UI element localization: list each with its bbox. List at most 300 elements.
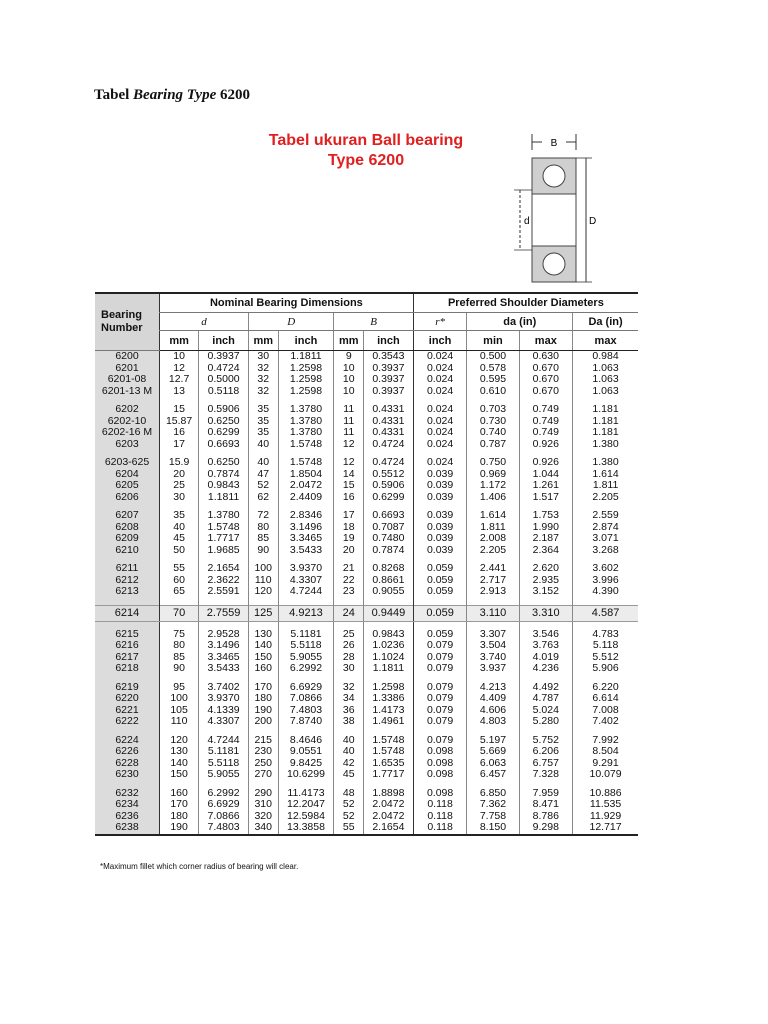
cell-r-inch: 0.059 — [413, 563, 467, 575]
cell-d-inch: 0.6299 — [199, 427, 249, 439]
table-row — [95, 351, 638, 363]
cell-B-mm: 20 — [334, 545, 364, 557]
cell-r-inch: 0.024 — [413, 457, 467, 469]
cell-B-mm: 52 — [334, 799, 364, 811]
table-row — [95, 586, 638, 598]
cell-B-mm: 42 — [334, 758, 364, 770]
table-row — [95, 374, 638, 386]
table-row — [95, 716, 638, 728]
cell-B-mm: 26 — [334, 640, 364, 652]
cell-D-inch: 2.8346 — [278, 510, 334, 522]
cell-d-inch: 1.5748 — [199, 522, 249, 534]
cell-D-inch: 3.9370 — [278, 563, 334, 575]
cell-B-mm: 45 — [334, 769, 364, 781]
cell-d-inch: 0.4724 — [199, 363, 249, 375]
cell-da-min: 5.669 — [467, 746, 519, 758]
heading-suffix: 6200 — [216, 87, 250, 103]
cell-D-mm: 270 — [248, 769, 278, 781]
cell-d-mm: 13 — [160, 386, 199, 398]
cell-da-min: 1.811 — [467, 522, 519, 534]
outer-ring-top — [532, 158, 576, 194]
cell-r-inch: 0.024 — [413, 351, 467, 363]
table-row — [95, 640, 638, 652]
cell-Da-max: 12.717 — [573, 822, 638, 835]
cell-d-mm: 70 — [160, 605, 199, 621]
cell-Da-max: 7.992 — [573, 735, 638, 747]
cell-D-mm: 190 — [248, 705, 278, 717]
cell-Da-max: 2.874 — [573, 522, 638, 534]
cell-d-mm: 15.9 — [160, 457, 199, 469]
cell-D-mm: 62 — [248, 492, 278, 504]
cell-d-inch: 7.4803 — [199, 822, 249, 835]
cell-Da-max: 1.063 — [573, 363, 638, 375]
cell-D-mm: 340 — [248, 822, 278, 835]
label-D: D — [589, 216, 597, 227]
cell-d-mm: 15 — [160, 404, 199, 416]
table-row — [95, 492, 638, 504]
table-row — [95, 386, 638, 398]
cell-D-mm: 80 — [248, 522, 278, 534]
cell-D-mm: 320 — [248, 811, 278, 823]
cell-D-inch: 10.6299 — [278, 769, 334, 781]
table-row — [95, 769, 638, 781]
cell-Da-max: 6.614 — [573, 693, 638, 705]
cell-B-inch: 0.3937 — [364, 374, 414, 386]
cell-B-mm: 15 — [334, 480, 364, 492]
cell-B-inch: 0.9449 — [364, 605, 414, 621]
label-B: B — [550, 138, 558, 149]
cell-d-inch: 0.7874 — [199, 469, 249, 481]
cell-B-mm: 10 — [334, 363, 364, 375]
unit-r-inch: inch — [413, 331, 467, 351]
cell-Da-max: 5.118 — [573, 640, 638, 652]
cell-d-inch: 2.5591 — [199, 586, 249, 598]
cell-d-mm: 40 — [160, 522, 199, 534]
cell-da-max: 0.749 — [519, 416, 573, 428]
cell-D-inch: 7.8740 — [278, 716, 334, 728]
cell-bearing-number: 6238 — [95, 822, 160, 835]
cell-da-min: 4.606 — [467, 705, 519, 717]
cell-da-max: 0.670 — [519, 363, 573, 375]
cell-da-max: 0.749 — [519, 427, 573, 439]
table-row — [95, 799, 638, 811]
cell-da-max: 1.990 — [519, 522, 573, 534]
cell-da-min: 4.803 — [467, 716, 519, 728]
cell-da-min: 3.110 — [467, 605, 519, 621]
table-row — [95, 404, 638, 416]
cell-B-inch: 0.7874 — [364, 545, 414, 557]
cell-bearing-number: 6203-625 — [95, 457, 160, 469]
cell-d-inch: 0.9843 — [199, 480, 249, 492]
cell-bearing-number: 6201-13 M — [95, 386, 160, 398]
cell-d-mm: 35 — [160, 510, 199, 522]
cell-bearing-number: 6216 — [95, 640, 160, 652]
cell-D-inch: 8.4646 — [278, 735, 334, 747]
cell-da-max: 5.280 — [519, 716, 573, 728]
cell-da-min: 2.717 — [467, 575, 519, 587]
cell-da-max: 1.517 — [519, 492, 573, 504]
cell-da-max: 0.630 — [519, 351, 573, 363]
cell-bearing-number: 6205 — [95, 480, 160, 492]
cell-da-max: 3.310 — [519, 605, 573, 621]
cell-d-inch: 5.5118 — [199, 758, 249, 770]
bearing-cross-section-diagram — [500, 128, 610, 288]
cell-d-mm: 25 — [160, 480, 199, 492]
cell-da-max: 9.298 — [519, 822, 573, 835]
cell-r-inch: 0.079 — [413, 716, 467, 728]
cell-Da-max: 2.205 — [573, 492, 638, 504]
cell-da-min: 3.504 — [467, 640, 519, 652]
cell-da-max: 2.620 — [519, 563, 573, 575]
cell-D-inch: 1.8504 — [278, 469, 334, 481]
cell-B-inch: 0.8661 — [364, 575, 414, 587]
cell-B-inch: 0.4331 — [364, 427, 414, 439]
table-row — [95, 510, 638, 522]
cell-bearing-number: 6200 — [95, 351, 160, 363]
cell-B-inch: 1.0236 — [364, 640, 414, 652]
cell-B-mm: 22 — [334, 575, 364, 587]
cell-bearing-number: 6218 — [95, 663, 160, 675]
cell-r-inch: 0.024 — [413, 404, 467, 416]
table-row — [95, 693, 638, 705]
cell-d-inch: 0.5000 — [199, 374, 249, 386]
cell-bearing-number: 6219 — [95, 682, 160, 694]
cell-d-mm: 20 — [160, 469, 199, 481]
cell-D-inch: 4.3307 — [278, 575, 334, 587]
cell-B-mm: 11 — [334, 427, 364, 439]
cell-B-inch: 0.3937 — [364, 363, 414, 375]
cell-D-mm: 310 — [248, 799, 278, 811]
cell-d-inch: 2.3622 — [199, 575, 249, 587]
table-footnote: *Maximum fillet which corner radius of bearing will clear. — [100, 862, 299, 871]
cell-D-mm: 30 — [248, 351, 278, 363]
cell-d-mm: 65 — [160, 586, 199, 598]
cell-B-inch: 1.4961 — [364, 716, 414, 728]
cell-B-mm: 40 — [334, 746, 364, 758]
table-row — [95, 746, 638, 758]
cell-D-mm: 100 — [248, 563, 278, 575]
cell-da-min: 7.758 — [467, 811, 519, 823]
cell-D-inch: 1.3780 — [278, 427, 334, 439]
cell-d-inch: 5.1181 — [199, 746, 249, 758]
cell-D-mm: 200 — [248, 716, 278, 728]
cell-Da-max: 4.390 — [573, 586, 638, 598]
cell-r-inch: 0.024 — [413, 374, 467, 386]
cell-r-inch: 0.039 — [413, 480, 467, 492]
subheader-B: B — [334, 313, 413, 331]
cell-D-mm: 215 — [248, 735, 278, 747]
cell-d-mm: 55 — [160, 563, 199, 575]
cell-Da-max: 3.268 — [573, 545, 638, 557]
cell-B-inch: 1.6535 — [364, 758, 414, 770]
cell-da-max: 5.024 — [519, 705, 573, 717]
cell-da-max: 0.926 — [519, 457, 573, 469]
cell-r-inch: 0.039 — [413, 533, 467, 545]
cell-d-inch: 3.7402 — [199, 682, 249, 694]
cell-Da-max: 1.181 — [573, 404, 638, 416]
cell-da-min: 0.750 — [467, 457, 519, 469]
cell-D-inch: 1.5748 — [278, 457, 334, 469]
cell-r-inch: 0.024 — [413, 363, 467, 375]
cell-bearing-number: 6228 — [95, 758, 160, 770]
group-spacer — [95, 598, 638, 606]
cell-d-inch: 2.7559 — [199, 605, 249, 621]
cell-da-min: 1.172 — [467, 480, 519, 492]
cell-B-mm: 52 — [334, 811, 364, 823]
cell-Da-max: 10.079 — [573, 769, 638, 781]
subheader-r: r* — [413, 313, 467, 331]
cell-da-min: 5.197 — [467, 735, 519, 747]
cell-B-inch: 1.2598 — [364, 682, 414, 694]
cell-bearing-number: 6224 — [95, 735, 160, 747]
cell-r-inch: 0.059 — [413, 586, 467, 598]
cell-da-max: 0.670 — [519, 374, 573, 386]
unit-da-max: max — [519, 331, 573, 351]
cell-Da-max: 6.220 — [573, 682, 638, 694]
table-body — [95, 351, 638, 835]
cell-bearing-number: 6201 — [95, 363, 160, 375]
dimension-d — [514, 190, 532, 250]
cell-Da-max: 8.504 — [573, 746, 638, 758]
cell-B-inch: 2.1654 — [364, 822, 414, 835]
cell-D-mm: 230 — [248, 746, 278, 758]
cell-D-inch: 1.2598 — [278, 374, 334, 386]
cell-B-inch: 1.8898 — [364, 788, 414, 800]
cell-D-mm: 35 — [248, 427, 278, 439]
cell-da-min: 4.409 — [467, 693, 519, 705]
cell-B-mm: 24 — [334, 605, 364, 621]
cell-da-max: 7.328 — [519, 769, 573, 781]
cell-r-inch: 0.079 — [413, 682, 467, 694]
cell-D-inch: 2.4409 — [278, 492, 334, 504]
cell-D-mm: 160 — [248, 663, 278, 675]
cell-Da-max: 5.906 — [573, 663, 638, 675]
table-row — [95, 439, 638, 451]
cell-B-inch: 0.3937 — [364, 386, 414, 398]
cell-D-inch: 7.4803 — [278, 705, 334, 717]
cell-da-min: 1.406 — [467, 492, 519, 504]
cell-d-inch: 4.3307 — [199, 716, 249, 728]
cell-Da-max: 1.380 — [573, 439, 638, 451]
cell-d-mm: 130 — [160, 746, 199, 758]
subheader-da: da (in) — [467, 313, 573, 331]
cell-d-inch: 7.0866 — [199, 811, 249, 823]
cell-D-mm: 120 — [248, 586, 278, 598]
cell-da-max: 1.753 — [519, 510, 573, 522]
cell-D-mm: 150 — [248, 652, 278, 664]
cell-d-mm: 75 — [160, 629, 199, 641]
cell-da-min: 0.578 — [467, 363, 519, 375]
cell-d-mm: 12.7 — [160, 374, 199, 386]
table-row — [95, 427, 638, 439]
bearing-dimensions-table — [95, 292, 638, 836]
cell-r-inch: 0.079 — [413, 652, 467, 664]
cell-d-inch: 1.3780 — [199, 510, 249, 522]
cell-d-inch: 3.3465 — [199, 652, 249, 664]
cell-Da-max: 1.380 — [573, 457, 638, 469]
cell-r-inch: 0.098 — [413, 746, 467, 758]
cell-da-min: 2.205 — [467, 545, 519, 557]
cell-da-max: 3.152 — [519, 586, 573, 598]
cell-Da-max: 1.181 — [573, 416, 638, 428]
cell-B-mm: 36 — [334, 705, 364, 717]
cell-da-min: 4.213 — [467, 682, 519, 694]
cell-B-mm: 18 — [334, 522, 364, 534]
heading-italic: Bearing Type — [133, 87, 217, 103]
image-title-line2: Type 6200 — [327, 152, 405, 169]
cell-bearing-number: 6203 — [95, 439, 160, 451]
cell-bearing-number: 6220 — [95, 693, 160, 705]
cell-r-inch: 0.079 — [413, 640, 467, 652]
cell-d-mm: 160 — [160, 788, 199, 800]
cell-bearing-number: 6221 — [95, 705, 160, 717]
header-nominal-dimensions: Nominal Bearing Dimensions — [160, 293, 414, 313]
cell-d-inch: 2.9528 — [199, 629, 249, 641]
cell-D-inch: 7.0866 — [278, 693, 334, 705]
unit-Da-max: max — [573, 331, 638, 351]
cell-da-max: 3.546 — [519, 629, 573, 641]
cell-da-min: 6.850 — [467, 788, 519, 800]
cell-r-inch: 0.118 — [413, 799, 467, 811]
table-row — [95, 563, 638, 575]
cell-da-max: 4.236 — [519, 663, 573, 675]
cell-r-inch: 0.098 — [413, 758, 467, 770]
header-preferred-shoulder: Preferred Shoulder Diameters — [413, 293, 638, 313]
cell-da-max: 0.926 — [519, 439, 573, 451]
cell-B-mm: 48 — [334, 788, 364, 800]
cell-r-inch: 0.059 — [413, 575, 467, 587]
cell-bearing-number: 6217 — [95, 652, 160, 664]
cell-D-inch: 3.5433 — [278, 545, 334, 557]
cell-d-mm: 170 — [160, 799, 199, 811]
cell-B-inch: 0.4724 — [364, 439, 414, 451]
cell-bearing-number: 6212 — [95, 575, 160, 587]
cell-bearing-number: 6232 — [95, 788, 160, 800]
cell-da-min: 8.150 — [467, 822, 519, 835]
cell-B-inch: 0.3543 — [364, 351, 414, 363]
cell-B-inch: 0.5512 — [364, 469, 414, 481]
cell-d-mm: 140 — [160, 758, 199, 770]
cell-r-inch: 0.024 — [413, 386, 467, 398]
cell-d-mm: 100 — [160, 693, 199, 705]
cell-r-inch: 0.039 — [413, 545, 467, 557]
cell-D-inch: 1.2598 — [278, 386, 334, 398]
cell-Da-max: 4.587 — [573, 605, 638, 621]
cell-r-inch: 0.059 — [413, 629, 467, 641]
cell-bearing-number: 6213 — [95, 586, 160, 598]
cell-B-mm: 28 — [334, 652, 364, 664]
unit-d-mm: mm — [160, 331, 199, 351]
cell-D-inch: 6.2992 — [278, 663, 334, 675]
cell-d-inch: 6.6929 — [199, 799, 249, 811]
cell-da-min: 0.730 — [467, 416, 519, 428]
cell-B-mm: 9 — [334, 351, 364, 363]
heading-prefix: Tabel — [94, 87, 134, 103]
cell-r-inch: 0.039 — [413, 510, 467, 522]
cell-da-min: 3.740 — [467, 652, 519, 664]
cell-bearing-number: 6215 — [95, 629, 160, 641]
cell-D-inch: 1.2598 — [278, 363, 334, 375]
cell-B-inch: 0.9055 — [364, 586, 414, 598]
cell-D-inch: 1.5748 — [278, 439, 334, 451]
cell-bearing-number: 6234 — [95, 799, 160, 811]
cell-B-inch: 0.7480 — [364, 533, 414, 545]
cell-d-mm: 16 — [160, 427, 199, 439]
cell-Da-max: 1.063 — [573, 386, 638, 398]
label-d: d — [524, 216, 530, 227]
cell-d-inch: 2.1654 — [199, 563, 249, 575]
cell-bearing-number: 6214 — [95, 605, 160, 621]
cell-B-inch: 0.8268 — [364, 563, 414, 575]
cell-r-inch: 0.118 — [413, 811, 467, 823]
cell-D-inch: 5.5118 — [278, 640, 334, 652]
cell-D-inch: 4.7244 — [278, 586, 334, 598]
cell-D-inch: 1.1811 — [278, 351, 334, 363]
cell-r-inch: 0.039 — [413, 492, 467, 504]
cell-B-mm: 12 — [334, 439, 364, 451]
cell-r-inch: 0.079 — [413, 663, 467, 675]
document-heading — [94, 87, 250, 104]
table-row — [95, 822, 638, 835]
cell-d-inch: 0.6250 — [199, 457, 249, 469]
cell-da-max: 4.019 — [519, 652, 573, 664]
cell-d-inch: 6.2992 — [199, 788, 249, 800]
cell-B-inch: 1.7717 — [364, 769, 414, 781]
cell-B-inch: 0.6299 — [364, 492, 414, 504]
cell-D-mm: 170 — [248, 682, 278, 694]
dimension-D — [576, 158, 596, 282]
cell-d-inch: 5.9055 — [199, 769, 249, 781]
cell-D-mm: 110 — [248, 575, 278, 587]
cell-D-mm: 290 — [248, 788, 278, 800]
cell-D-inch: 1.3780 — [278, 404, 334, 416]
cell-B-mm: 23 — [334, 586, 364, 598]
cell-D-inch: 9.8425 — [278, 758, 334, 770]
cell-B-inch: 0.4331 — [364, 404, 414, 416]
cell-d-mm: 60 — [160, 575, 199, 587]
cell-da-min: 3.937 — [467, 663, 519, 675]
cell-da-min: 6.457 — [467, 769, 519, 781]
cell-d-mm: 15.87 — [160, 416, 199, 428]
cell-d-mm: 12 — [160, 363, 199, 375]
cell-d-inch: 1.1811 — [199, 492, 249, 504]
cell-d-mm: 90 — [160, 663, 199, 675]
subheader-D-outer: D — [248, 313, 334, 331]
cell-Da-max: 9.291 — [573, 758, 638, 770]
outer-ring-bottom — [532, 246, 576, 282]
subheader-d: d — [160, 313, 249, 331]
cell-D-inch: 6.6929 — [278, 682, 334, 694]
cell-d-inch: 3.1496 — [199, 640, 249, 652]
cell-D-mm: 125 — [248, 605, 278, 621]
cell-d-mm: 110 — [160, 716, 199, 728]
cell-B-inch: 1.5748 — [364, 735, 414, 747]
cell-B-inch: 1.4173 — [364, 705, 414, 717]
cell-D-mm: 35 — [248, 416, 278, 428]
cell-d-inch: 4.7244 — [199, 735, 249, 747]
cell-Da-max: 3.996 — [573, 575, 638, 587]
cell-D-inch: 5.1181 — [278, 629, 334, 641]
cell-r-inch: 0.059 — [413, 605, 467, 621]
cell-bearing-number: 6230 — [95, 769, 160, 781]
cell-d-inch: 0.6250 — [199, 416, 249, 428]
cell-D-inch: 11.4173 — [278, 788, 334, 800]
cell-Da-max: 11.535 — [573, 799, 638, 811]
cell-r-inch: 0.079 — [413, 705, 467, 717]
cell-B-inch: 0.5906 — [364, 480, 414, 492]
cell-bearing-number: 6201-08 — [95, 374, 160, 386]
cell-bearing-number: 6204 — [95, 469, 160, 481]
